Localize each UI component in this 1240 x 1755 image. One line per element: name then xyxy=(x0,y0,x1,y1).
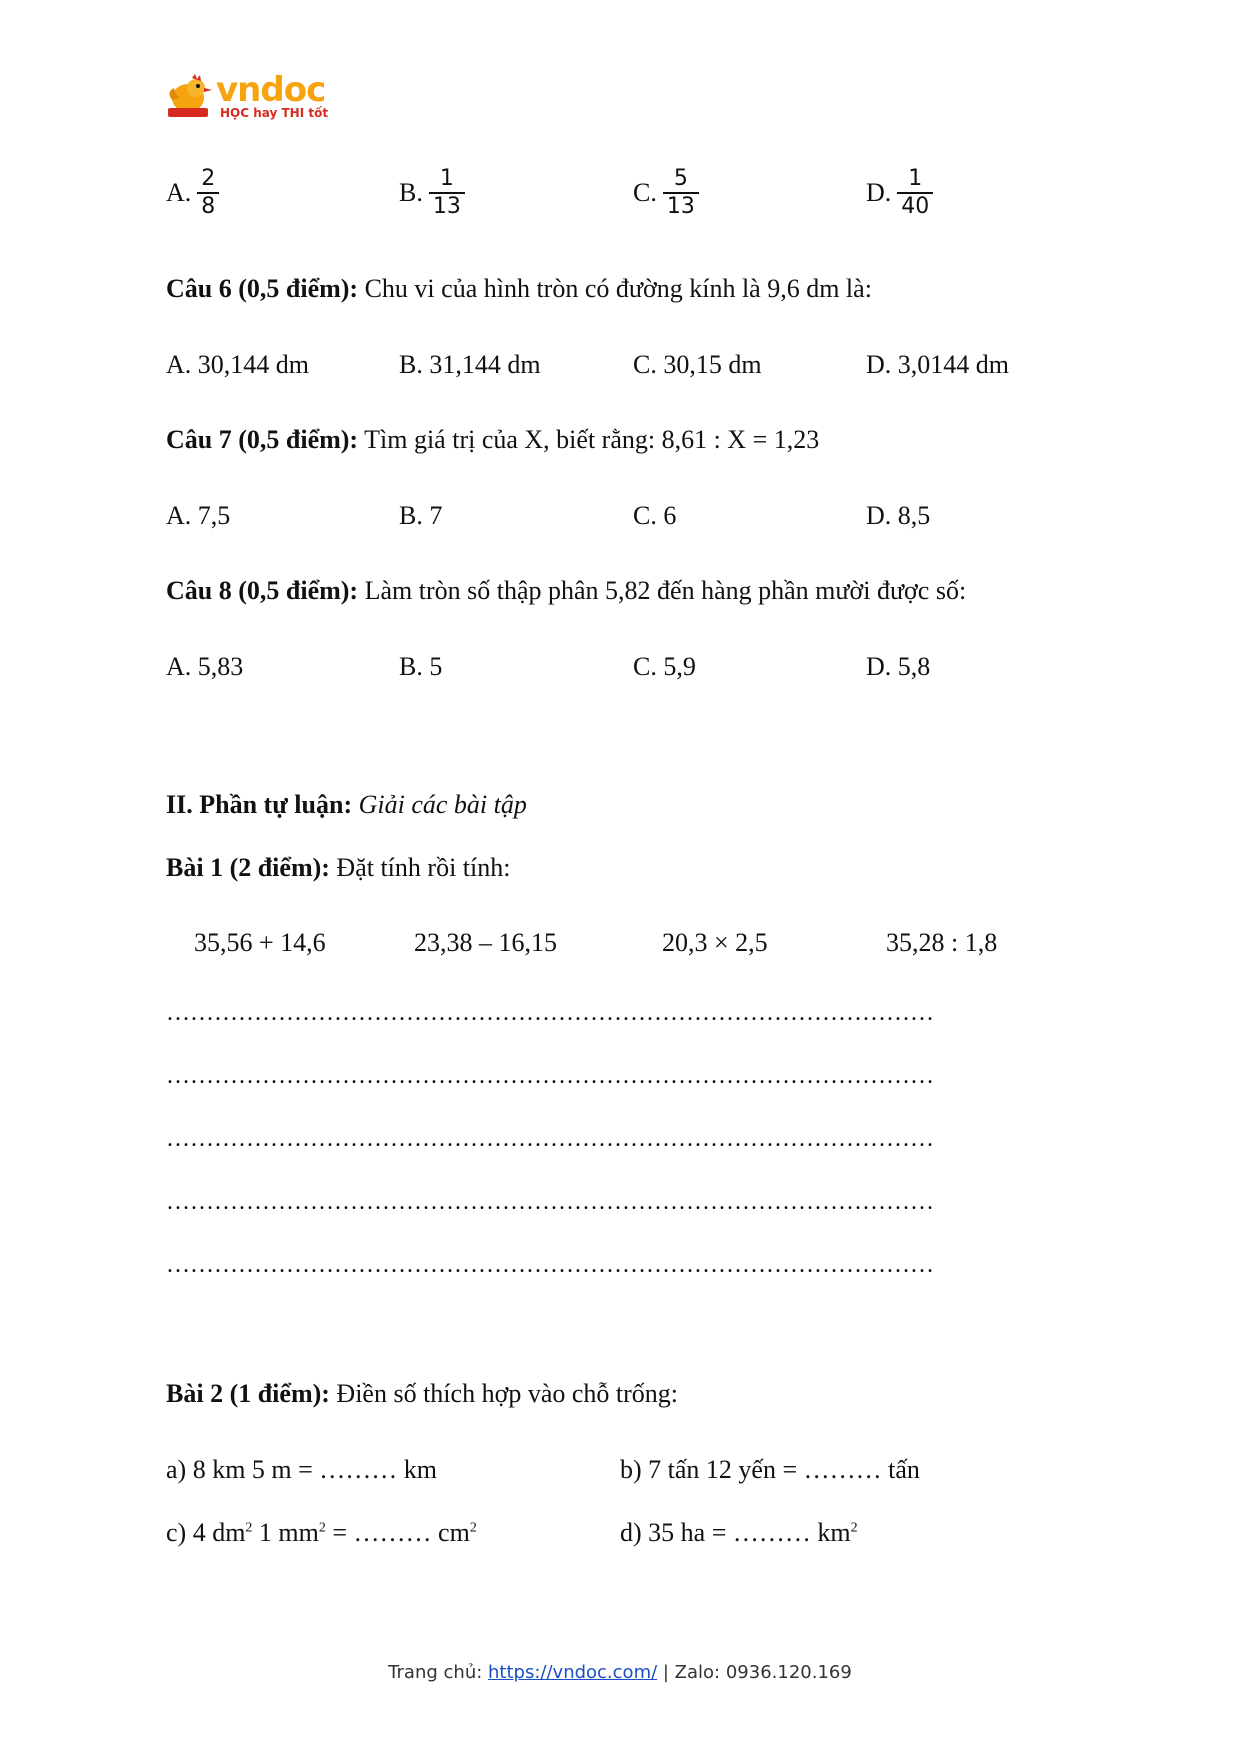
exercise-2 xyxy=(166,1379,678,1409)
q8-options xyxy=(166,652,1066,692)
question-text: Tìm giá trị của X, biết rằng: 8,61 : X = 1,23 xyxy=(358,425,820,454)
q6-option-a[interactable]: A. 30,144 dm xyxy=(166,350,309,379)
denominator: 13 xyxy=(663,192,699,220)
q5-option-c[interactable] xyxy=(633,166,699,220)
q8-option-d[interactable]: D. 5,8 xyxy=(866,652,931,681)
page-footer xyxy=(0,1662,1240,1683)
q8-option-b[interactable]: B. 5 xyxy=(399,652,443,681)
fill-d-part-1: d) 35 ha = ……… km xyxy=(620,1518,851,1547)
q5-option-b[interactable] xyxy=(399,166,465,220)
denominator: 8 xyxy=(197,192,219,220)
exercise-text: Điền số thích hợp vào chỗ trống: xyxy=(329,1379,679,1408)
numerator: 1 xyxy=(908,166,923,191)
question-7 xyxy=(166,425,819,455)
question-label: Câu 6 (0,5 điểm): xyxy=(166,274,359,303)
logo-brand-text: vndoc xyxy=(216,70,326,110)
q5-option-a[interactable] xyxy=(166,166,219,220)
denominator: 40 xyxy=(897,192,933,220)
fill-c-part-1: c) 4 dm xyxy=(166,1518,246,1547)
fill-item-d[interactable] xyxy=(620,1518,858,1548)
vndoc-logo[interactable] xyxy=(166,70,336,126)
exercise-1 xyxy=(166,853,510,883)
option-letter: C. xyxy=(633,178,657,207)
answer-line-4[interactable]: …………………………………………………………………………………… xyxy=(166,1189,934,1215)
q6-option-c[interactable]: C. 30,15 dm xyxy=(633,350,762,379)
fraction xyxy=(663,166,699,220)
question-label: Câu 7 (0,5 điểm): xyxy=(166,425,359,454)
footer-zalo: | Zalo: 0936.120.169 xyxy=(657,1662,852,1683)
section-instruction: Giải các bài tập xyxy=(352,790,527,819)
fill-item-b[interactable]: b) 7 tấn 12 yến = ……… tấn xyxy=(620,1455,920,1484)
calc-4: 35,28 : 1,8 xyxy=(886,928,998,957)
calc-2: 23,38 – 16,15 xyxy=(414,928,557,957)
q5-options xyxy=(166,166,1066,232)
denominator: 13 xyxy=(429,192,465,220)
q7-option-b[interactable]: B. 7 xyxy=(399,501,443,530)
fraction xyxy=(197,166,219,220)
superscript: 2 xyxy=(469,1520,477,1536)
exercise-label: Bài 1 (2 điểm): xyxy=(166,853,330,882)
fill-c-part-2: 1 mm xyxy=(252,1518,319,1547)
section-2-heading xyxy=(166,790,527,820)
q7-options xyxy=(166,501,1066,541)
fraction xyxy=(897,166,933,220)
question-text: Làm tròn số thập phân 5,82 đến hàng phần mười được số: xyxy=(358,576,967,605)
question-label: Câu 8 (0,5 điểm): xyxy=(166,576,359,605)
section-label: II. Phần tự luận: xyxy=(166,790,353,819)
exercise-label: Bài 2 (1 điểm): xyxy=(166,1379,330,1408)
q7-option-c[interactable]: C. 6 xyxy=(633,501,677,530)
q8-option-a[interactable]: A. 5,83 xyxy=(166,652,244,681)
numerator: 5 xyxy=(673,166,688,191)
fill-c-part-3: = ……… cm xyxy=(325,1518,470,1547)
q5-option-d[interactable] xyxy=(866,166,933,220)
question-8 xyxy=(166,576,966,606)
chicken-mascot-icon xyxy=(166,74,214,120)
numerator: 2 xyxy=(201,166,216,191)
superscript: 2 xyxy=(245,1520,253,1536)
superscript: 2 xyxy=(318,1520,326,1536)
q6-option-b[interactable]: B. 31,144 dm xyxy=(399,350,541,379)
calc-3: 20,3 × 2,5 xyxy=(662,928,768,957)
q8-option-c[interactable]: C. 5,9 xyxy=(633,652,696,681)
question-text: Chu vi của hình tròn có đường kính là 9,6 dm là: xyxy=(358,274,872,303)
calc-1: 35,56 + 14,6 xyxy=(194,928,326,957)
question-6 xyxy=(166,274,872,304)
footer-home-link[interactable]: https://vndoc.com/ xyxy=(488,1662,658,1683)
q6-options xyxy=(166,350,1066,390)
option-letter: D. xyxy=(866,178,892,207)
answer-line-3[interactable]: …………………………………………………………………………………… xyxy=(166,1126,934,1152)
fraction xyxy=(429,166,465,220)
fill-item-c[interactable] xyxy=(166,1518,477,1548)
fill-item-a[interactable]: a) 8 km 5 m = ……… km xyxy=(166,1455,438,1484)
exercise-text: Đặt tính rồi tính: xyxy=(329,853,511,882)
numerator: 1 xyxy=(439,166,454,191)
answer-line-2[interactable]: …………………………………………………………………………………… xyxy=(166,1063,934,1089)
answer-line-1[interactable]: …………………………………………………………………………………… xyxy=(166,1000,934,1026)
q6-option-d[interactable]: D. 3,0144 dm xyxy=(866,350,1009,379)
footer-home-label: Trang chủ: xyxy=(388,1662,489,1683)
option-letter: A. xyxy=(166,178,192,207)
q7-option-d[interactable]: D. 8,5 xyxy=(866,501,931,530)
q7-option-a[interactable]: A. 7,5 xyxy=(166,501,231,530)
answer-line-5[interactable]: …………………………………………………………………………………… xyxy=(166,1252,934,1278)
option-letter: B. xyxy=(399,178,423,207)
superscript: 2 xyxy=(850,1520,858,1536)
logo-tagline: HỌC hay THI tốt xyxy=(220,106,329,120)
